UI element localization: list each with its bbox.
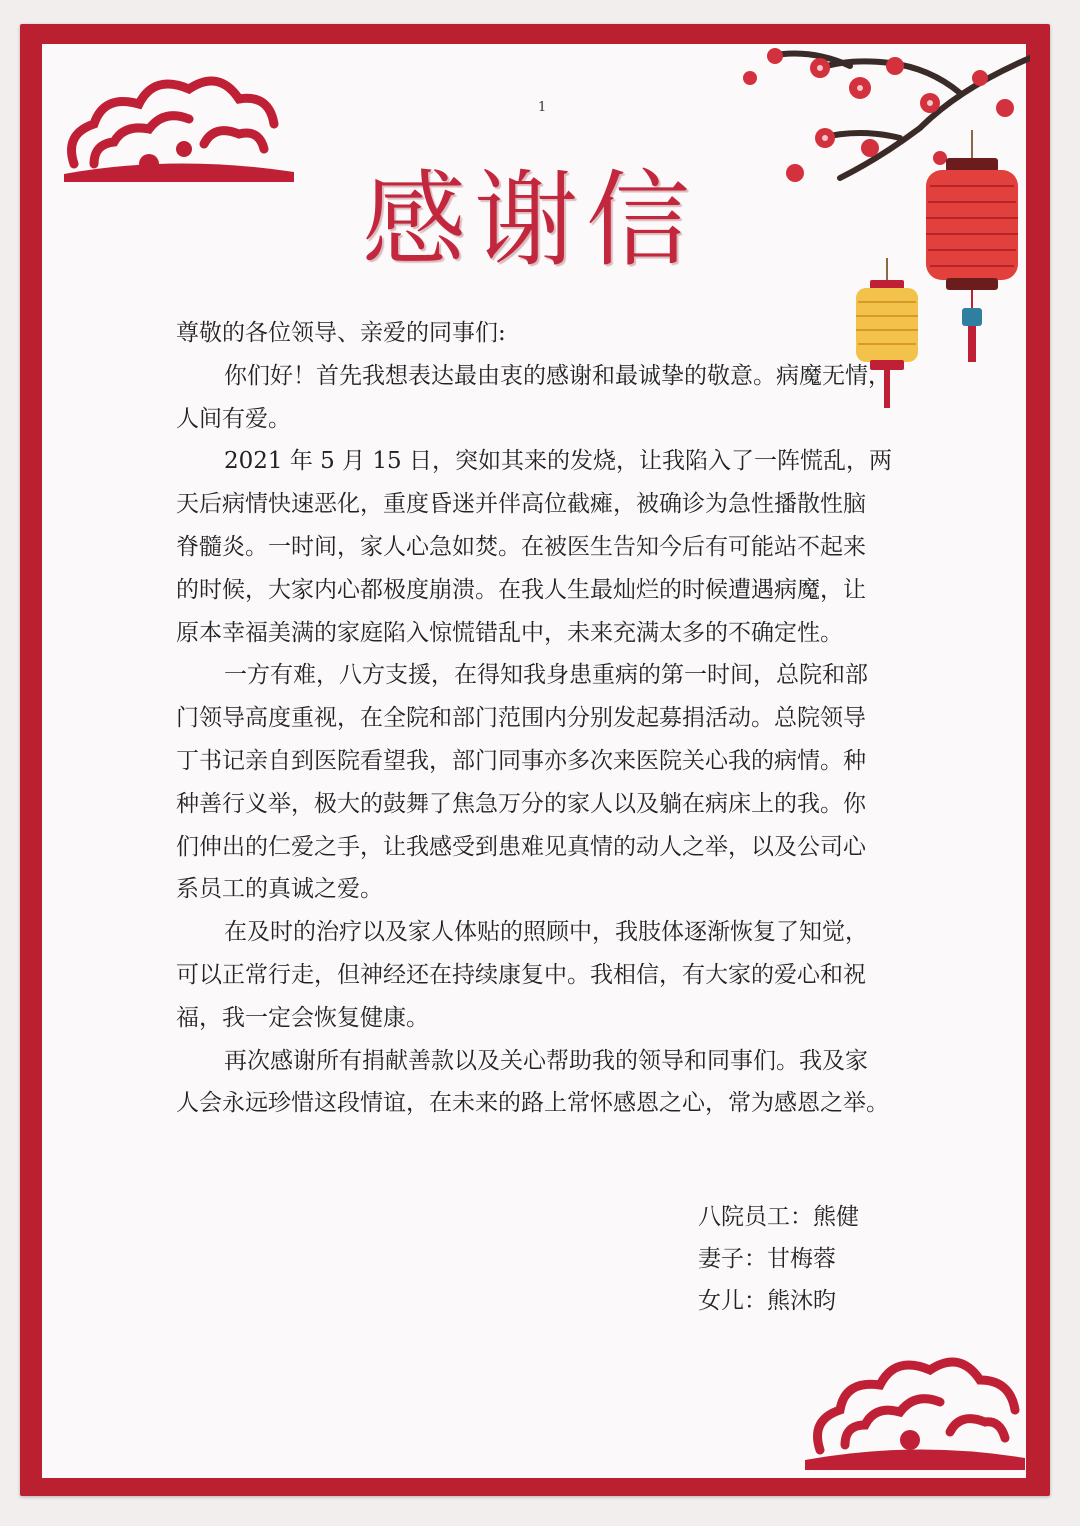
text-line: 福，我一定会恢复健康。: [176, 1004, 429, 1031]
text-line: 可以正常行走，但神经还在持续康复中。我相信，有大家的爱心和祝: [176, 961, 866, 988]
text-line: 天后病情快速恶化，重度昏迷并伴高位截瘫，被确诊为急性播散性脑: [176, 491, 866, 518]
signature-daughter: 女儿：熊沐昀: [698, 1288, 836, 1314]
text-line: 再次感谢所有捐献善款以及关心帮助我的领导和同事们。我及家: [224, 1047, 868, 1074]
letter-title: 感谢信: [361, 159, 698, 281]
paragraph-3: [176, 654, 916, 911]
page-number: 1: [538, 100, 547, 115]
signature-block: [698, 1196, 958, 1322]
text-line: 人间有爱。: [176, 405, 291, 432]
salutation: 尊敬的各位领导、亲爱的同事们:: [176, 320, 506, 346]
paragraph-4: [176, 911, 916, 1039]
signature-employee: 八院员工：熊健: [698, 1204, 859, 1230]
letter-body: [176, 312, 916, 1125]
text-line: 的时候，大家内心都极度崩溃。在我人生最灿烂的时候遭遇病魔，让: [176, 576, 866, 603]
text-line: 在及时的治疗以及家人体贴的照顾中，我肢体逐渐恢复了知觉，: [224, 919, 868, 946]
text-line: 系员工的真诚之爱。: [176, 876, 383, 903]
text-line: 你们好！首先我想表达最由衷的感谢和最诚挚的敬意。病魔无情，: [224, 362, 891, 389]
cloud-decoration-bottom-right: [800, 1340, 1030, 1470]
signature-wife: 妻子：甘梅蓉: [698, 1246, 836, 1272]
text-line: 种善行义举，极大的鼓舞了焦急万分的家人以及躺在病床上的我。你: [176, 790, 866, 817]
lantern-large-icon: [916, 130, 1028, 362]
paragraph-2: [176, 440, 916, 654]
text-line: 脊髓炎。一时间，家人心急如焚。在被医生告知今后有可能站不起来: [176, 533, 866, 560]
paragraph-5: [176, 1040, 916, 1126]
cloud-decoration-top-left: [54, 64, 314, 184]
text-line: 人会永远珍惜这段情谊，在未来的路上常怀感恩之心，常为感恩之举。: [176, 1090, 889, 1117]
text-line: 们伸出的仁爱之手，让我感受到患难见真情的动人之举，以及公司心: [176, 833, 866, 860]
text-line: 门领导高度重视，在全院和部门范围内分别发起募捐活动。总院领导: [176, 705, 866, 732]
text-line: 丁书记亲自到医院看望我，部门同事亦多次来医院关心我的病情。种: [176, 747, 866, 774]
paragraph-1: [176, 355, 916, 441]
text-line: 2021 年 5 月 15 日，突如其来的发烧，让我陷入了一阵慌乱，两: [224, 448, 892, 475]
text-line: 原本幸福美满的家庭陷入惊慌错乱中，未来充满太多的不确定性。: [176, 619, 843, 646]
text-line: 一方有难，八方支援，在得知我身患重病的第一时间，总院和部: [224, 662, 868, 689]
